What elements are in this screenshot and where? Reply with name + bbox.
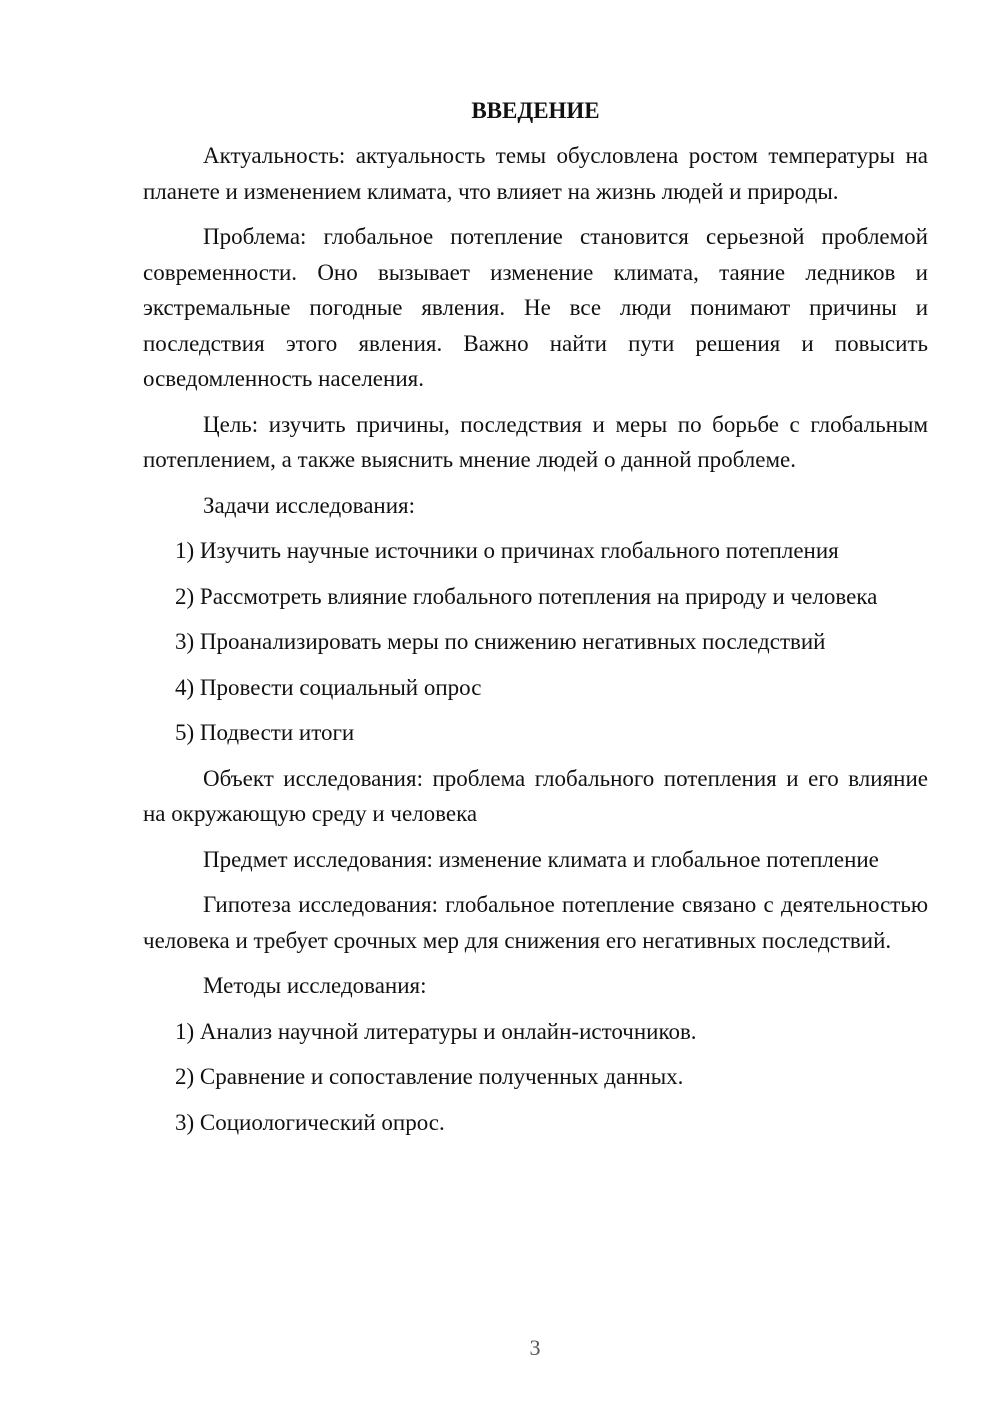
task-item-2: 2) Рассмотреть влияние глобального потепления на природу и человека (175, 583, 878, 609)
tasks-heading: Задачи исследования: (203, 492, 416, 518)
page-content (143, 96, 928, 1150)
task-item-5: 5) Подвести итоги (175, 720, 355, 745)
task-item-4: 4) Провести социальный опрос (175, 674, 482, 700)
hypothesis-paragraph: Гипотеза исследования: глобальное потепление связано с деятельностью человека и требует срочных мер для снижения его негативных последствий. (143, 892, 928, 953)
task-item-1: 1) Изучить научные источники о причинах глобального потепления (175, 538, 839, 563)
problem-paragraph: Проблема: глобальное потепление становится серьезной проблемой современности. Оно вызывает изменение климата, таяние ледников и экстремальные погодные явления. Не все люди понимают причины и последствия этого явления. Важно найти пути решения и повысить осведомленность населения. (143, 224, 928, 391)
method-item-1: 1) Анализ научной литературы и онлайн-источников. (175, 1018, 697, 1044)
object-paragraph: Объект исследования: проблема глобального потепления и его влияние на окружающую среду и человека (143, 765, 928, 826)
method-item-3: 3) Социологический опрос. (175, 1109, 445, 1135)
method-item-2: 2) Сравнение и сопоставление полученных данных. (175, 1064, 684, 1089)
subject-paragraph: Предмет исследования: изменение климата и глобальное потепление (203, 846, 879, 872)
section-title: ВВЕДЕНИЕ (471, 98, 600, 123)
page-number: 3 (529, 1335, 541, 1360)
relevance-paragraph: Актуальность: актуальность темы обусловлена ростом температуры на планете и изменением климата, что влияет на жизнь людей и природы. (143, 143, 928, 204)
goal-paragraph: Цель: изучить причины, последствия и меры по борьбе с глобальным потеплением, а также выяснить мнение людей о данной проблеме. (143, 411, 928, 472)
methods-heading: Методы исследования: (203, 973, 427, 998)
task-item-3: 3) Проанализировать меры по снижению негативных последствий (175, 629, 826, 654)
